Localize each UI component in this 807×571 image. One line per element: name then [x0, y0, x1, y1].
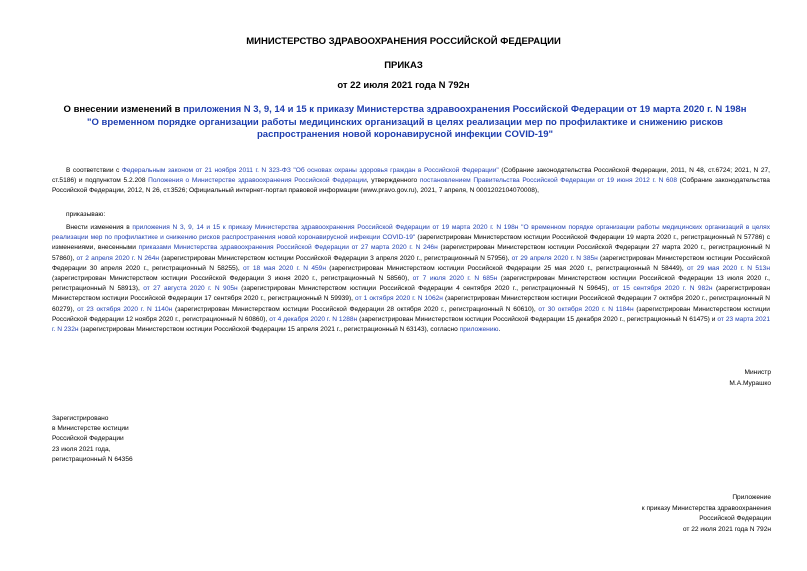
order-link[interactable]: от 30 октября 2020 г. N 1184н [538, 305, 634, 313]
heading-text: О внесении изменений в [63, 104, 184, 115]
text: (зарегистрирован Министерством юстиции Российской Федерации 25 мая 2020 г., регистрационный N 58449), [325, 264, 688, 272]
order-link[interactable]: от 7 июля 2020 г. N 685н [412, 275, 498, 283]
registration-line: в Министерстве юстиции [52, 425, 129, 433]
text: (зарегистрирован Министерством юстиции Российской Федерации 12 ноября 2020 г., регистрационный N 60860), [52, 305, 770, 323]
registration-block [52, 414, 133, 465]
order-word: приказываю: [66, 211, 106, 218]
text: (зарегистрирован Министерством юстиции Российской Федерации 28 октября 2020 г., регистрационный N 60610), [172, 305, 539, 313]
document-date: от 22 июля 2021 года N 792н [337, 80, 470, 91]
annex-link[interactable]: приложению [459, 326, 499, 334]
order-link[interactable]: от 1 октября 2020 г. N 1062н [355, 295, 443, 303]
amended-order-link[interactable]: приложения N 3, 9, 14 и 15 к приказу Министерства здравоохранения Российской Федерации от 19 марта 2020 г. N 198н "О временном порядке организации работы медицинских организаций в целях реализации мер по профилактике и снижению рисков распространения новой коронавирусной инфекции COVID-19" [52, 224, 770, 242]
order-link[interactable]: от 27 августа 2020 г. N 905н [143, 285, 238, 293]
registration-line: 23 июля 2021 года, [52, 445, 111, 453]
order-link[interactable]: от 4 декабря 2020 г. N 1288н [269, 315, 358, 323]
document-type: ПРИКАЗ [384, 60, 423, 71]
order-paragraph [52, 223, 770, 335]
text: Внести изменения в [66, 224, 133, 231]
text: (зарегистрирован Министерством юстиции Российской Федерации 13 июля 2020 г., регистрационный N 58913), [52, 275, 771, 293]
text: (зарегистрирован Министерством юстиции Российской Федерации 3 июня 2020 г., регистрационный N 58560), [52, 275, 413, 283]
text: (зарегистрирован Министерством юстиции Российской Федерации 4 сентября 2020 г., регистрационный N 59645), [237, 285, 613, 293]
text: , утвержденного [366, 177, 420, 185]
government-decree-link[interactable]: постановлением Правительства Российской Федерации от 19 июня 2012 г. N 608 [419, 177, 677, 185]
federal-law-link[interactable]: Федеральным законом от 21 ноября 2011 г. N 323-ФЗ "Об основах охраны здоровья граждан в Российской Федерации" [121, 167, 499, 174]
text: (зарегистрирован Министерством юстиции Российской Федерации 19 марта 2020 г., регистрационный N 57786) с изменениями, внесенными [52, 234, 770, 252]
order-link[interactable]: от 23 марта 2021 г. N 232н [52, 315, 770, 334]
order-link[interactable]: от 18 мая 2020 г. N 459н [243, 264, 326, 272]
order-link[interactable]: приказами Министерства здравоохранения Российской Федерации от 27 марта 2020 г. N 246н [138, 244, 438, 252]
regulation-link[interactable]: Положения о Министерстве здравоохранения Российской Федерации [148, 177, 367, 185]
text: (зарегистрирован Министерством юстиции Российской Федерации 7 октября 2020 г., регистрационный N 60279), [52, 295, 771, 313]
text: (зарегистрирован Министерством юстиции Российской Федерации 30 апреля 2020 г., регистрационный N 58255), [52, 254, 770, 272]
annex-line: Российской Федерации [699, 515, 771, 522]
text: . [498, 326, 501, 334]
order-link[interactable]: от 15 сентября 2020 г. N 982н [612, 285, 713, 293]
annex-block [642, 493, 771, 535]
registration-line: регистрационный N 64356 [52, 455, 133, 463]
text: В соответствии с [66, 167, 122, 174]
text: (зарегистрирован Министерством юстиции Российской Федерации 17 сентября 2020 г., регистрационный N 59939), [52, 285, 771, 303]
text: (Собрание законодательства Российской Федерации, 2012, N 26, ст.3526; Официальный интернет-портал правовой информации (www.pravo.gov.ru), 2021, 7 апреля, N 0001202104070008), [52, 177, 770, 195]
signer-position: Министр [744, 369, 771, 376]
text: (зарегистрирован Министерством юстиции Российской Федерации 3 апреля 2020 г., регистрационный N 57956), [159, 254, 512, 262]
registration-line: Российской Федерации [52, 435, 124, 443]
text: (Собрание законодательства Российской Федерации, 2011, N 48, ст.6724; 2021, N 27, ст.5186) и подпунктом 5.2.208 [52, 167, 770, 185]
annex-line: Приложение [732, 494, 771, 501]
order-link[interactable]: от 29 мая 2020 г. N 513н [687, 264, 770, 272]
registration-line: Зарегистрировано [52, 415, 109, 422]
signer-name: М.А.Мурашко [729, 379, 771, 387]
heading-link[interactable]: приложения N 3, 9, 14 и 15 к приказу Министерства здравоохранения Российской Федерации от 19 марта 2020 г. N 198н "О временном порядке организации работы медицинских организаций в целях реализации мер по профилактике и снижению рисков распространения новой коронавирусной инфекции COVID-19" [86, 104, 747, 140]
ministry-name: МИНИСТЕРСТВО ЗДРАВООХРАНЕНИЯ РОССИЙСКОЙ ФЕДЕРАЦИИ [246, 36, 561, 47]
text: (зарегистрирован Министерством юстиции Российской Федерации 15 декабря 2020 г., регистрационный N 61475) и [357, 315, 718, 323]
order-link[interactable]: от 23 октября 2020 г. N 1140н [77, 305, 173, 313]
order-link[interactable]: от 2 апреля 2020 г. N 264н [76, 254, 160, 262]
signature-block [729, 368, 771, 389]
annex-line: от 22 июля 2021 года N 792н [682, 525, 771, 533]
annex-line: к приказу Министерства здравоохранения [641, 504, 771, 512]
text: (зарегистрирован Министерством юстиции Российской Федерации 15 апреля 2021 г., регистрационный N 63143), согласно [78, 326, 460, 334]
text: (зарегистрирован Министерством юстиции Российской Федерации 27 марта 2020 г., регистрационный N 57860), [52, 244, 770, 262]
document-heading [60, 104, 750, 142]
preamble-paragraph [52, 166, 770, 197]
order-link[interactable]: от 29 апреля 2020 г. N 385н [511, 254, 598, 262]
